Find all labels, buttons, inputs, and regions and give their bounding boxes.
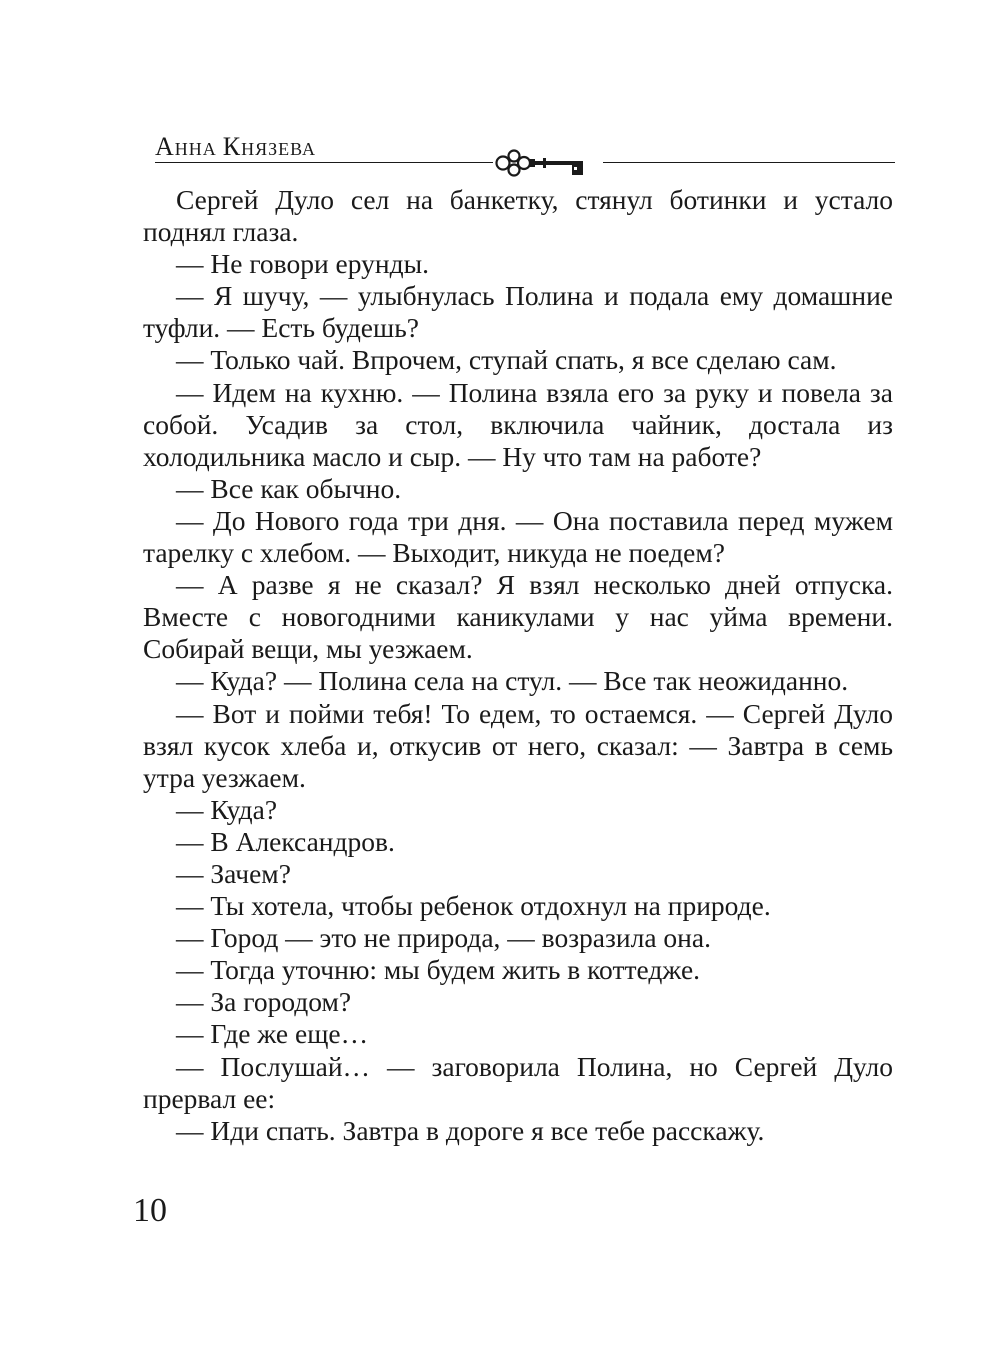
paragraph: — До Нового года три дня. — Она поставила перед мужем тарелку с хлебом. — Выходит, никуда не поедем? xyxy=(143,504,893,569)
author-name xyxy=(155,132,316,162)
paragraph: — Только чай. Впрочем, ступай спать, я все сделаю сам. xyxy=(176,344,837,376)
paragraph: — Куда? xyxy=(176,793,278,825)
paragraph: — Иди спать. Завтра в дороге я все тебе расскажу. xyxy=(176,1114,765,1146)
author-last-name: Князева xyxy=(222,132,317,161)
paragraph: — Все как обычно. xyxy=(176,472,402,504)
paragraph: Сергей Дуло сел на банкетку, стянул ботинки и устало поднял глаза. xyxy=(143,184,893,248)
author-first-name: Анна xyxy=(155,132,217,161)
paragraph: — А разве я не сказал? Я взял несколько дней отпуска. Вместе с новогодними каникулами у нас уйма времени. Собирай вещи, мы уезжаем. xyxy=(143,569,893,665)
paragraph: — За городом? xyxy=(176,986,352,1018)
paragraph: — Где же еще… xyxy=(176,1018,369,1050)
page-body-text xyxy=(143,184,893,1147)
paragraph: — Послушай… — заговорила Полина, но Сергей Дуло прервал ее: xyxy=(143,1050,893,1114)
paragraph: — Куда? — Полина села на стул. — Все так неожиданно. xyxy=(176,665,849,697)
key-icon xyxy=(493,146,603,180)
paragraph: — Ты хотела, чтобы ребенок отдохнул на природе. xyxy=(176,890,771,922)
paragraph: — Тогда уточню: мы будем жить в коттедже. xyxy=(176,954,701,986)
paragraph: — Я шучу, — улыбнулась Полина и подала ему домашние туфли. — Есть будешь? xyxy=(143,280,893,344)
page-number: 10 xyxy=(133,1192,167,1229)
running-header xyxy=(155,124,895,184)
paragraph: — Зачем? xyxy=(176,857,291,889)
paragraph: — В Александров. xyxy=(176,825,395,857)
paragraph: — Идем на кухню. — Полина взяла его за руку и повела за собой. Усадив за стол, включила чайник, достала из холодильника масло и сыр. — Ну что там на работе? xyxy=(143,376,893,472)
paragraph: — Вот и пойми тебя! То едем, то остаемся. — Сергей Дуло взял кусок хлеба и, откусив от него, сказал: — Завтра в семь утра уезжаем. xyxy=(143,697,893,793)
paragraph: — Не говори ерунды. xyxy=(176,248,429,280)
paragraph: — Город — это не природа, — возразила она. xyxy=(176,922,711,954)
